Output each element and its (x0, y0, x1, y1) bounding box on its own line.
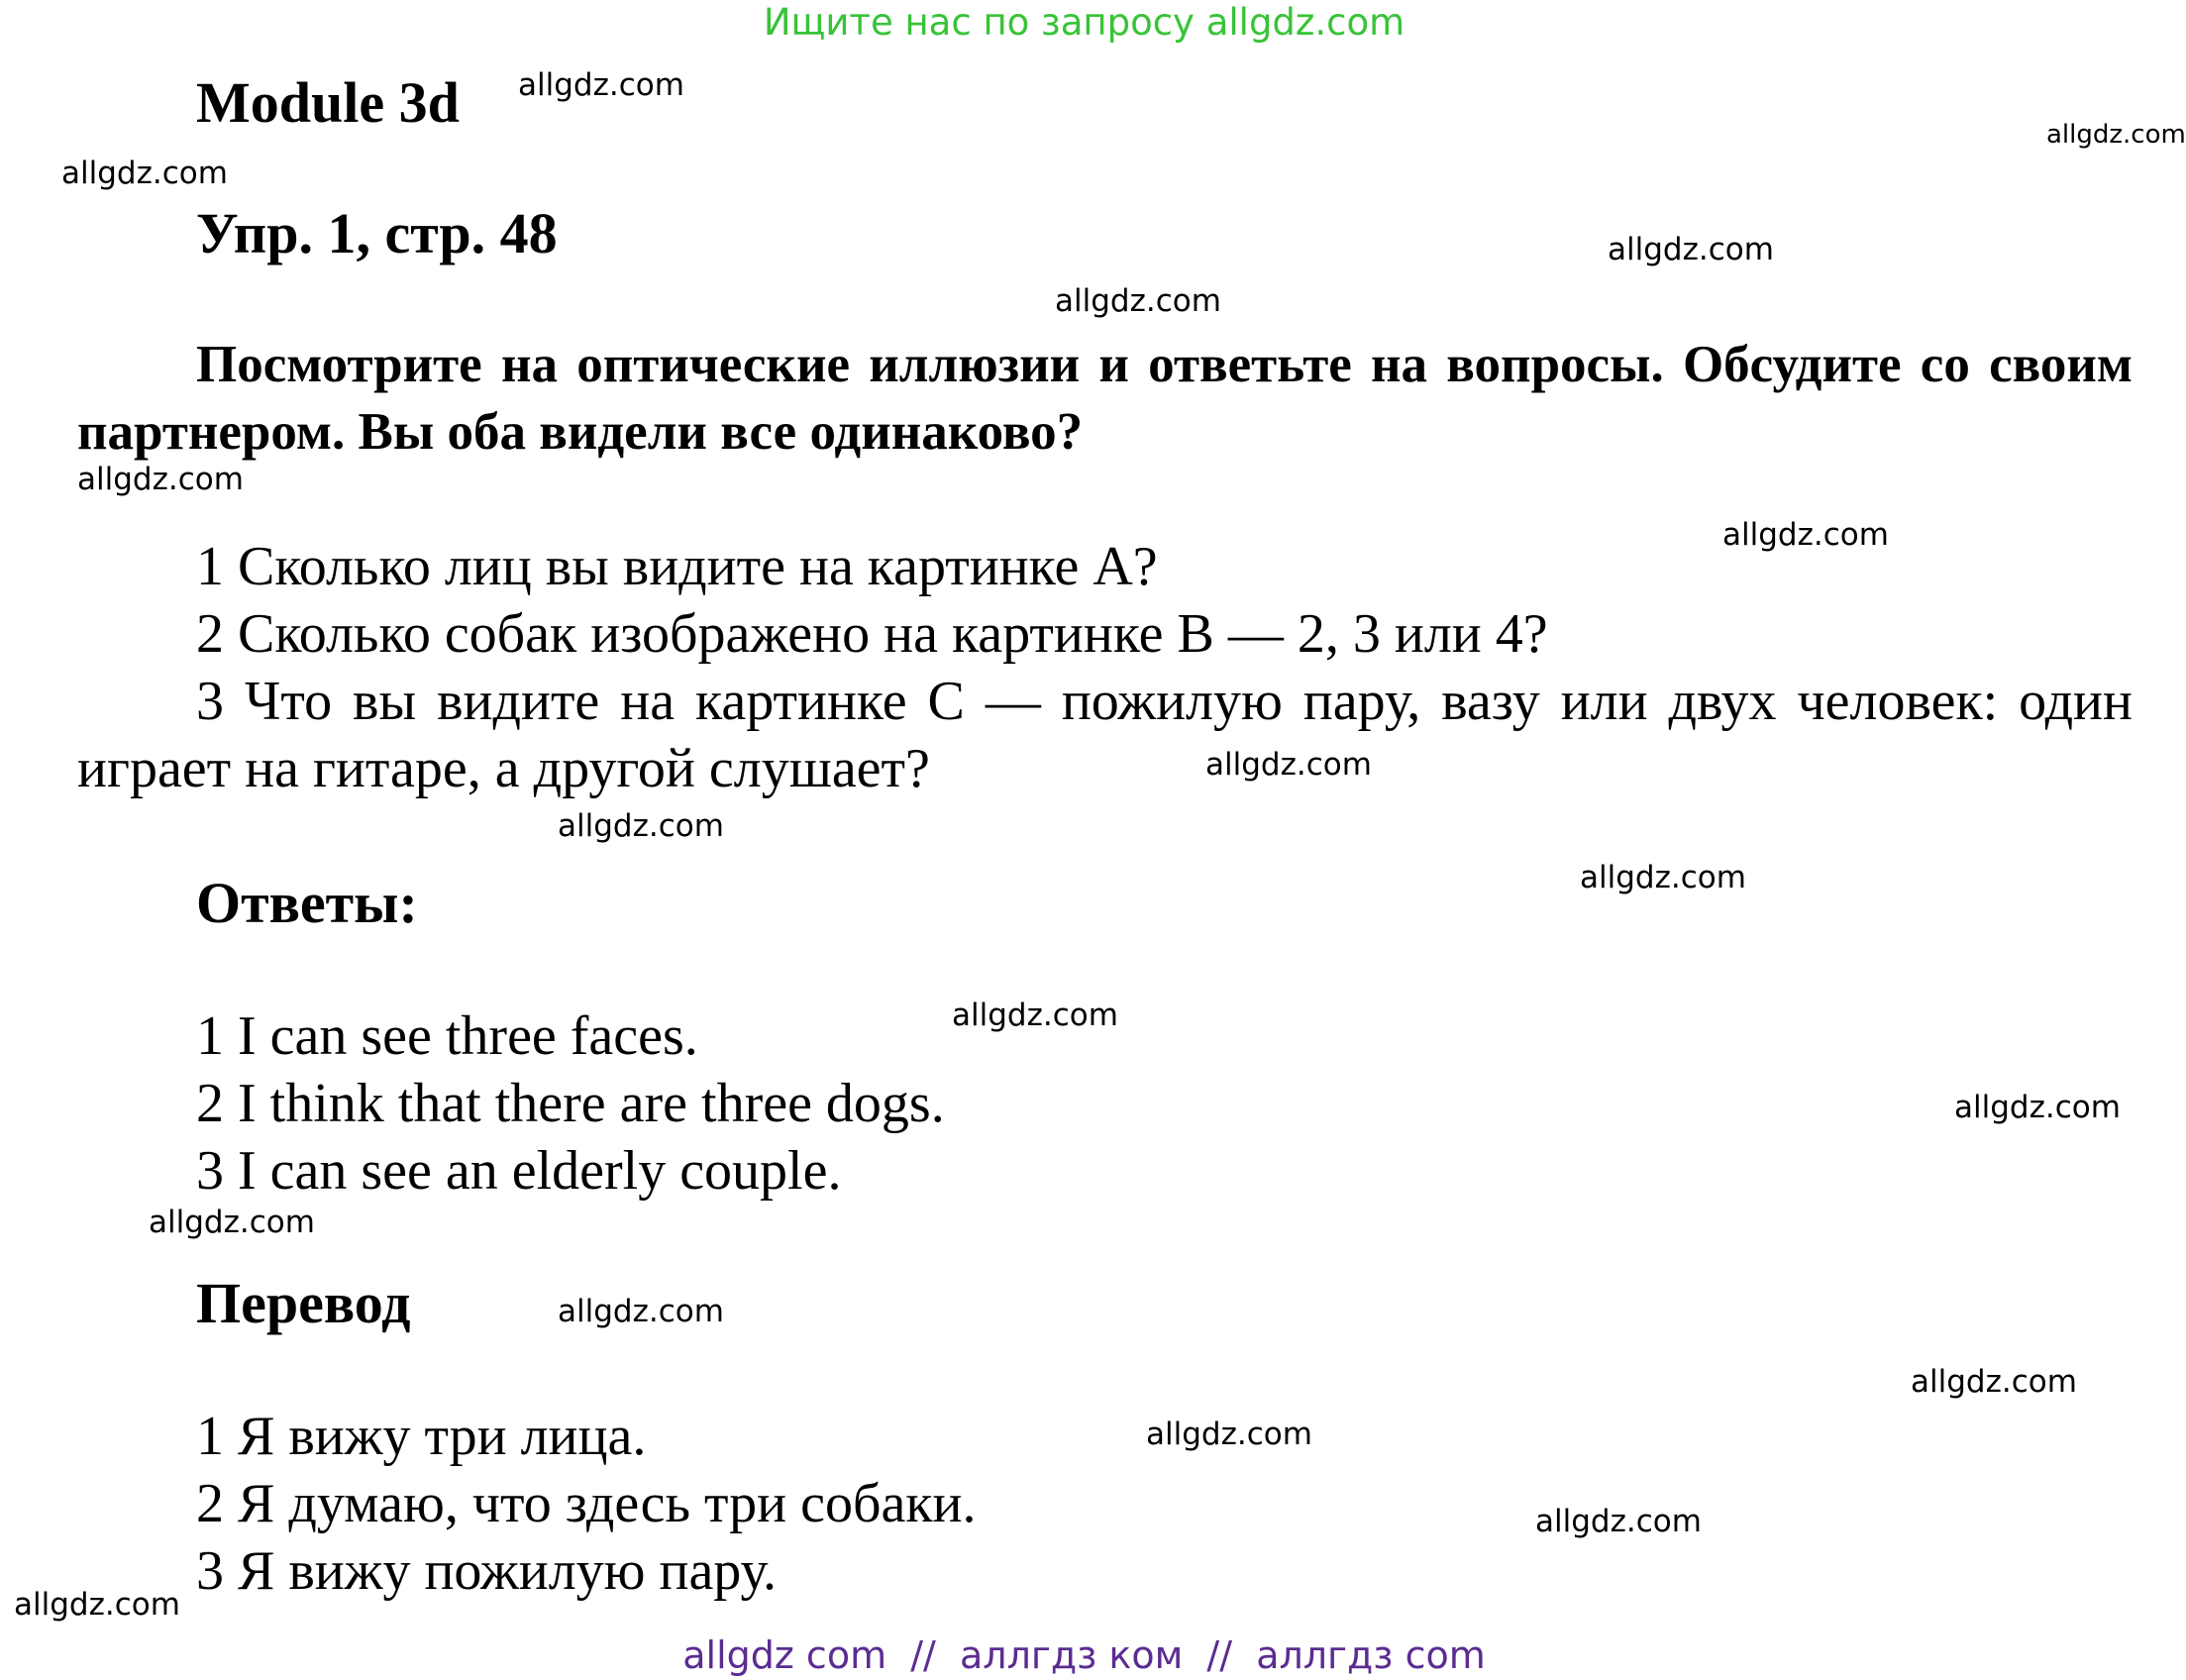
exercise-reference: Упр. 1, стр. 48 (196, 201, 558, 265)
watermark: allgdz.com (1205, 747, 1372, 783)
watermark: allgdz.com (558, 808, 724, 844)
watermark: allgdz.com (518, 67, 684, 103)
watermark: allgdz.com (61, 156, 228, 191)
watermark: allgdz.com (558, 1294, 724, 1329)
exercise-instruction: Посмотрите на оптические иллюзии и ответьте на вопросы. Обсудите со своим партнером. Вы оба видели все одинаково? (77, 336, 2133, 461)
watermark: allgdz.com (14, 1587, 180, 1623)
search-promo-banner: Ищите нас по запросу allgdz.com (763, 1, 1405, 44)
watermark: allgdz.com (1146, 1417, 1312, 1452)
translation-3: 3 Я вижу пожилую пару. (196, 1540, 777, 1602)
question-1: 1 Сколько лиц вы видите на картинке А? (196, 536, 1158, 597)
translation-2: 2 Я думаю, что здесь три собаки. (196, 1473, 977, 1534)
watermark: allgdz.com (952, 998, 1118, 1033)
answer-2: 2 I think that there are three dogs. (196, 1073, 945, 1134)
answer-3: 3 I can see an elderly couple. (196, 1140, 842, 1202)
watermark: allgdz.com (149, 1205, 315, 1240)
translation-1: 1 Я вижу три лица. (196, 1406, 647, 1467)
watermark: allgdz.com (1954, 1090, 2121, 1125)
answers-heading: Ответы: (196, 871, 418, 935)
watermark: allgdz.com (77, 462, 244, 497)
question-2: 2 Сколько собак изображено на картинке В — 2, 3 или 4? (196, 603, 1548, 665)
translation-heading: Перевод (196, 1271, 411, 1335)
module-title: Module 3d (196, 70, 460, 135)
watermark: allgdz.com (1055, 283, 1221, 319)
watermark: allgdz.com (1535, 1504, 1702, 1539)
watermark: allgdz.com (1911, 1364, 2077, 1400)
answer-1: 1 I can see three faces. (196, 1005, 698, 1067)
watermark: allgdz.com (1580, 860, 1746, 895)
watermark: allgdz.com (1608, 232, 1774, 267)
watermark: allgdz.com (2046, 120, 2186, 150)
question-3: 3 Что вы видите на картинке С — пожилую пару, вазу или двух человек: один играет на гитаре, а другой слушает? (77, 671, 2133, 799)
footer-watermark-links: allgdz com // аллгдз ком // аллгдз com (682, 1633, 1486, 1677)
watermark: allgdz.com (1722, 517, 1889, 553)
